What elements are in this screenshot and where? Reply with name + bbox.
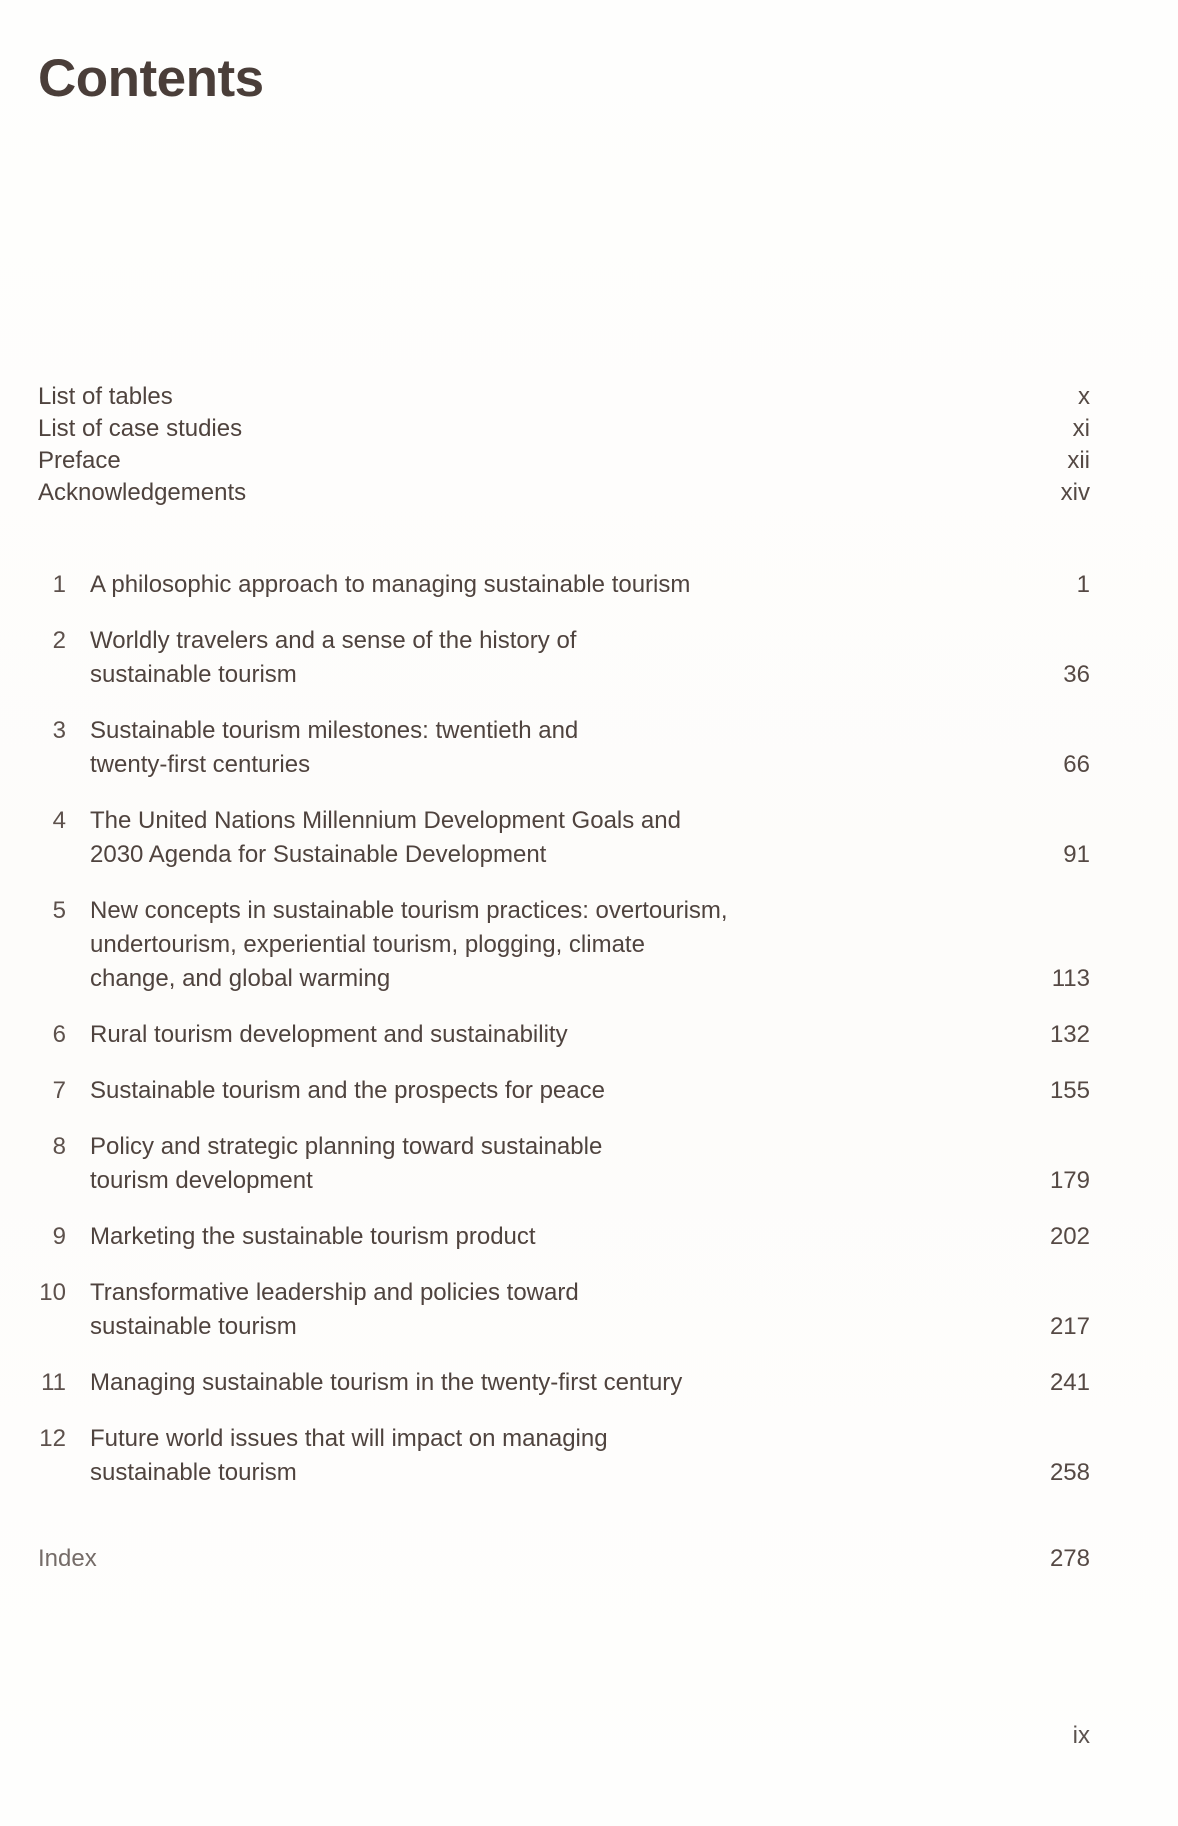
chapter-page-number: 36 (1063, 660, 1090, 688)
chapter-page-number: 155 (1049, 1076, 1090, 1104)
chapter-number: 9 (52, 1222, 66, 1250)
chapter-number: 6 (52, 1020, 66, 1048)
chapter-title: Rural tourism development and sustainability (90, 1020, 568, 1048)
toc-entry (38, 804, 1090, 872)
chapter-number: 12 (39, 1424, 66, 1452)
chapter-title: Sustainable tourism and the prospects for peace (90, 1076, 605, 1104)
chapter-title: Worldly travelers and a sense of the history of sustainable tourism (90, 626, 577, 688)
chapter-number: 4 (52, 806, 66, 834)
chapter-page-number: 91 (1063, 840, 1090, 868)
chapter-title: New concepts in sustainable tourism practices: overtourism, undertourism, experiential tourism, plogging, climate change, and global warming (90, 896, 728, 992)
toc-entry (38, 624, 1090, 692)
index-entry (38, 1542, 1090, 1576)
chapter-title: A philosophic approach to managing sustainable tourism (90, 570, 691, 598)
chapter-page-number: 66 (1063, 750, 1090, 778)
chapter-title: Managing sustainable tourism in the twenty-first century (90, 1368, 683, 1396)
chapter-title: Sustainable tourism milestones: twentieth and twenty-first centuries (90, 716, 579, 778)
page-folio: ix (1072, 1722, 1090, 1749)
front-matter-page-number: x (1078, 382, 1090, 410)
front-matter-page-number: xiv (1060, 478, 1090, 506)
toc-entry (38, 1220, 1090, 1254)
front-matter-entry (38, 381, 1090, 413)
front-matter-page-number: xii (1067, 446, 1090, 474)
toc-entry (38, 714, 1090, 782)
chapter-title: Transformative leadership and policies toward sustainable tourism (90, 1278, 579, 1340)
page-title: Contents (38, 49, 264, 108)
chapter-number: 7 (52, 1076, 66, 1104)
index-page-number: 278 (1049, 1544, 1090, 1572)
chapter-number: 11 (41, 1368, 66, 1396)
chapter-number: 10 (39, 1278, 66, 1306)
chapter-list (38, 568, 1090, 1490)
chapter-page-number: 202 (1049, 1222, 1090, 1250)
front-matter-list (38, 381, 1090, 509)
chapter-title: Marketing the sustainable tourism product (90, 1222, 536, 1250)
chapter-page-number: 179 (1049, 1166, 1090, 1194)
front-matter-page-number: xi (1072, 414, 1090, 442)
chapter-number: 3 (52, 716, 66, 744)
toc-entry (38, 1074, 1090, 1108)
front-matter-label: List of case studies (38, 414, 243, 442)
chapter-title: The United Nations Millennium Development Goals and 2030 Agenda for Sustainable Development (90, 806, 681, 868)
toc-entry (38, 894, 1090, 996)
back-matter-list (38, 1542, 1090, 1576)
front-matter-label: Preface (38, 446, 121, 474)
index-label: Index (38, 1544, 97, 1572)
chapter-page-number: 132 (1049, 1020, 1090, 1048)
chapter-number: 8 (52, 1132, 66, 1160)
chapter-number: 5 (52, 896, 66, 924)
toc-entry (38, 1276, 1090, 1344)
chapter-page-number: 258 (1049, 1458, 1090, 1486)
chapter-title: Future world issues that will impact on managing sustainable tourism (90, 1424, 608, 1486)
chapter-page-number: 217 (1049, 1312, 1090, 1340)
chapter-title: Policy and strategic planning toward sustainable tourism development (90, 1132, 603, 1194)
front-matter-entry (38, 445, 1090, 477)
toc-entry (38, 1130, 1090, 1198)
chapter-number: 2 (52, 626, 66, 654)
chapter-page-number: 113 (1051, 964, 1090, 992)
toc-entry (38, 568, 1090, 602)
chapter-page-number: 1 (1076, 570, 1090, 598)
toc-entry (38, 1018, 1090, 1052)
toc-entry (38, 1366, 1090, 1400)
front-matter-label: List of tables (38, 382, 173, 410)
front-matter-entry (38, 477, 1090, 509)
front-matter-label: Acknowledgements (38, 478, 247, 506)
toc-entry (38, 1422, 1090, 1490)
chapter-page-number: 241 (1049, 1368, 1090, 1396)
front-matter-entry (38, 413, 1090, 445)
chapter-number: 1 (52, 570, 66, 598)
